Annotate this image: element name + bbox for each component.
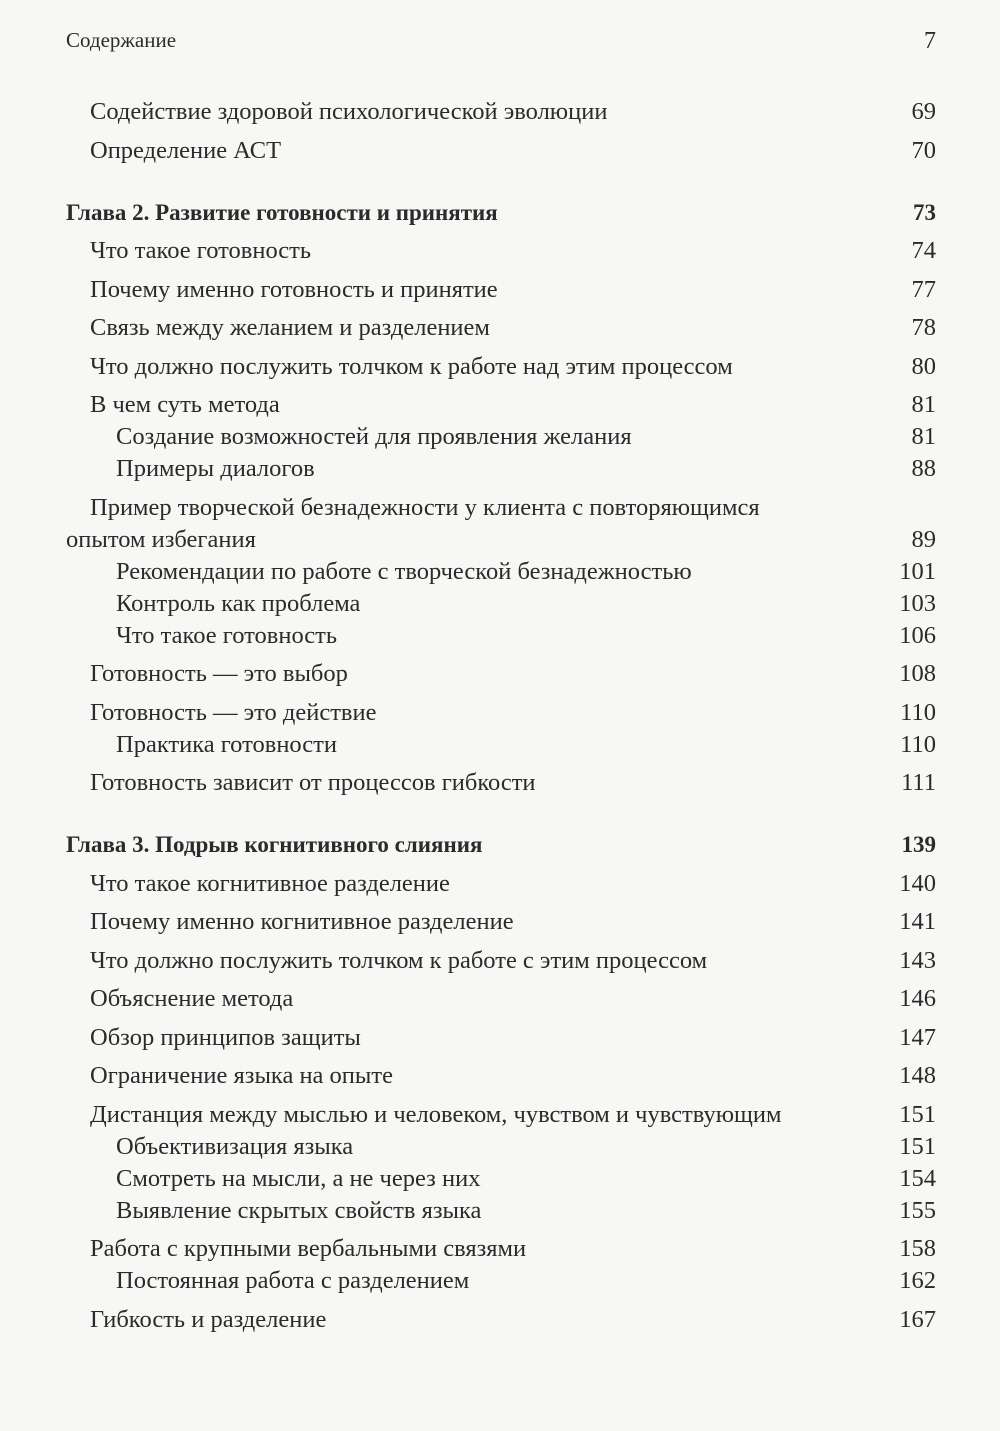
toc-entry[interactable] xyxy=(66,389,936,421)
toc-entry[interactable] xyxy=(66,1131,936,1163)
toc-entry-page: 70 xyxy=(911,136,936,164)
toc-entry-title-continued: опытом избегания xyxy=(66,525,256,553)
toc-entry[interactable] xyxy=(66,588,936,620)
toc-entry-title: Готовность — это выбор xyxy=(90,660,348,687)
toc-entry[interactable] xyxy=(66,983,936,1015)
toc-entry-page: 73 xyxy=(913,199,936,225)
toc-entry-title: Выявление скрытых свойств языка xyxy=(116,1196,482,1224)
toc-entry[interactable] xyxy=(66,421,936,453)
toc-entry-page: 106 xyxy=(899,621,936,649)
toc-entry[interactable] xyxy=(66,274,936,306)
toc-entry[interactable] xyxy=(66,1233,936,1265)
toc-entry-page: 81 xyxy=(911,423,936,450)
toc-entry-title: Постоянная работа с разделением xyxy=(116,1267,470,1294)
toc-entry[interactable] xyxy=(66,351,936,383)
toc-entry-page: 110 xyxy=(900,730,936,758)
toc-entry-title: Что такое готовность xyxy=(90,237,312,264)
toc-entry[interactable] xyxy=(66,235,936,267)
toc-entry-title: Глава 2. Развитие готовности и принятия xyxy=(66,199,498,225)
toc-entry-page: 140 xyxy=(899,869,936,897)
toc-entry[interactable] xyxy=(66,697,936,729)
toc-entry[interactable] xyxy=(66,1022,936,1054)
toc-entry[interactable] xyxy=(66,729,936,761)
toc-entry-title: Связь между желанием и разделением xyxy=(90,314,490,341)
toc-entry-page: 151 xyxy=(899,1100,936,1128)
toc-entry[interactable] xyxy=(66,1163,936,1195)
toc-chapter[interactable] xyxy=(66,829,936,861)
toc-entry-title: Примеры диалогов xyxy=(116,455,315,482)
toc-entry-title: Готовность — это действие xyxy=(90,698,377,726)
toc-entry-page: 77 xyxy=(911,275,936,303)
toc-entry-title: Объяснение метода xyxy=(90,985,294,1012)
toc-entry-page: 81 xyxy=(911,391,936,418)
toc-entry-title: Пример творческой безнадежности у клиента с повторяющимся xyxy=(90,493,760,521)
toc-entry-page: 88 xyxy=(911,455,936,482)
toc-entry-page: 108 xyxy=(899,660,936,687)
toc-entry[interactable] xyxy=(66,556,936,588)
toc-entry[interactable] xyxy=(66,453,936,485)
toc-entry[interactable] xyxy=(66,1099,936,1131)
toc-entry[interactable] xyxy=(66,945,936,977)
toc-entry-page: 162 xyxy=(899,1267,936,1294)
toc-entry-title: Рекомендации по работе с творческой безнадежностью xyxy=(116,557,692,585)
toc-entry-title: Что должно послужить толчком к работе с этим процессом xyxy=(90,946,708,974)
toc-entry-page: 148 xyxy=(899,1062,936,1089)
running-head xyxy=(66,28,936,55)
toc-entry-page: 143 xyxy=(899,946,936,974)
toc-entry-title: Что такое готовность xyxy=(116,621,338,649)
toc-entry[interactable] xyxy=(66,135,936,167)
toc-entry-page: 155 xyxy=(899,1196,936,1224)
toc-entry-title: Обзор принципов защиты xyxy=(90,1023,361,1051)
toc-entry-page: 151 xyxy=(899,1132,936,1160)
toc-entry-title: В чем суть метода xyxy=(90,391,280,418)
toc-entry-title: Почему именно готовность и принятие xyxy=(90,275,498,303)
toc-entry-title: Что такое когнитивное разделение xyxy=(90,869,450,897)
toc-entry-title: Ограничение языка на опыте xyxy=(90,1062,393,1089)
table-of-contents xyxy=(66,96,936,1336)
toc-entry-page: 103 xyxy=(899,589,936,617)
toc-entry-title: Практика готовности xyxy=(116,730,337,758)
toc-entry-title: Дистанция между мыслью и человеком, чувством и чувствующим xyxy=(90,1100,782,1128)
toc-entry[interactable] xyxy=(66,767,936,799)
toc-entry[interactable] xyxy=(66,658,936,690)
toc-entry-page: 154 xyxy=(899,1164,936,1192)
toc-entry-title: Почему именно когнитивное разделение xyxy=(90,908,514,935)
toc-entry-page: 139 xyxy=(901,832,936,857)
toc-entry-title: Объективизация языка xyxy=(116,1132,354,1160)
toc-entry-title: Содействие здоровой психологической эволюции xyxy=(90,98,608,125)
toc-entry-title: Определение АСТ xyxy=(90,136,282,164)
toc-entry-title: Глава 3. Подрыв когнитивного слияния xyxy=(66,832,483,857)
toc-entry-page: 146 xyxy=(899,985,936,1012)
toc-entry-page: 74 xyxy=(911,237,936,264)
toc-entry-title: Работа с крупными вербальными связями xyxy=(90,1235,527,1262)
toc-entry-page: 69 xyxy=(911,98,936,125)
toc-entry-title: Смотреть на мысли, а не через них xyxy=(116,1164,481,1192)
toc-entry-page: 80 xyxy=(911,352,936,380)
toc-entry-page: 158 xyxy=(899,1235,936,1262)
toc-entry-page: 111 xyxy=(901,769,936,796)
toc-entry-title: Что должно послужить толчком к работе над этим процессом xyxy=(90,352,733,380)
toc-entry-page: 89 xyxy=(911,525,936,553)
toc-entry[interactable] xyxy=(66,620,936,652)
toc-entry[interactable] xyxy=(66,1195,936,1227)
toc-entry[interactable] xyxy=(66,96,936,128)
toc-entry-page: 101 xyxy=(899,557,936,585)
toc-chapter[interactable] xyxy=(66,197,936,229)
toc-entry-title: Гибкость и разделение xyxy=(90,1305,327,1333)
header-title: Содержание xyxy=(66,28,177,52)
toc-entry[interactable] xyxy=(66,1304,936,1336)
toc-entry-title: Создание возможностей для проявления желания xyxy=(116,423,632,450)
toc-entry-page: 110 xyxy=(900,698,936,726)
toc-entry-page: 141 xyxy=(899,908,936,935)
toc-entry-page: 78 xyxy=(911,314,936,341)
toc-entry[interactable] xyxy=(66,1060,936,1092)
toc-entry[interactable] xyxy=(66,906,936,938)
toc-entry-title: Готовность зависит от процессов гибкости xyxy=(90,769,536,796)
toc-entry[interactable] xyxy=(66,868,936,900)
header-page-number: 7 xyxy=(924,28,936,54)
toc-entry-page: 147 xyxy=(899,1023,936,1051)
toc-entry[interactable] xyxy=(66,312,936,344)
toc-entry[interactable] xyxy=(66,1265,936,1297)
toc-entry-page: 167 xyxy=(899,1305,936,1333)
toc-entry[interactable] xyxy=(66,492,936,556)
toc-entry-title: Контроль как проблема xyxy=(116,589,361,617)
